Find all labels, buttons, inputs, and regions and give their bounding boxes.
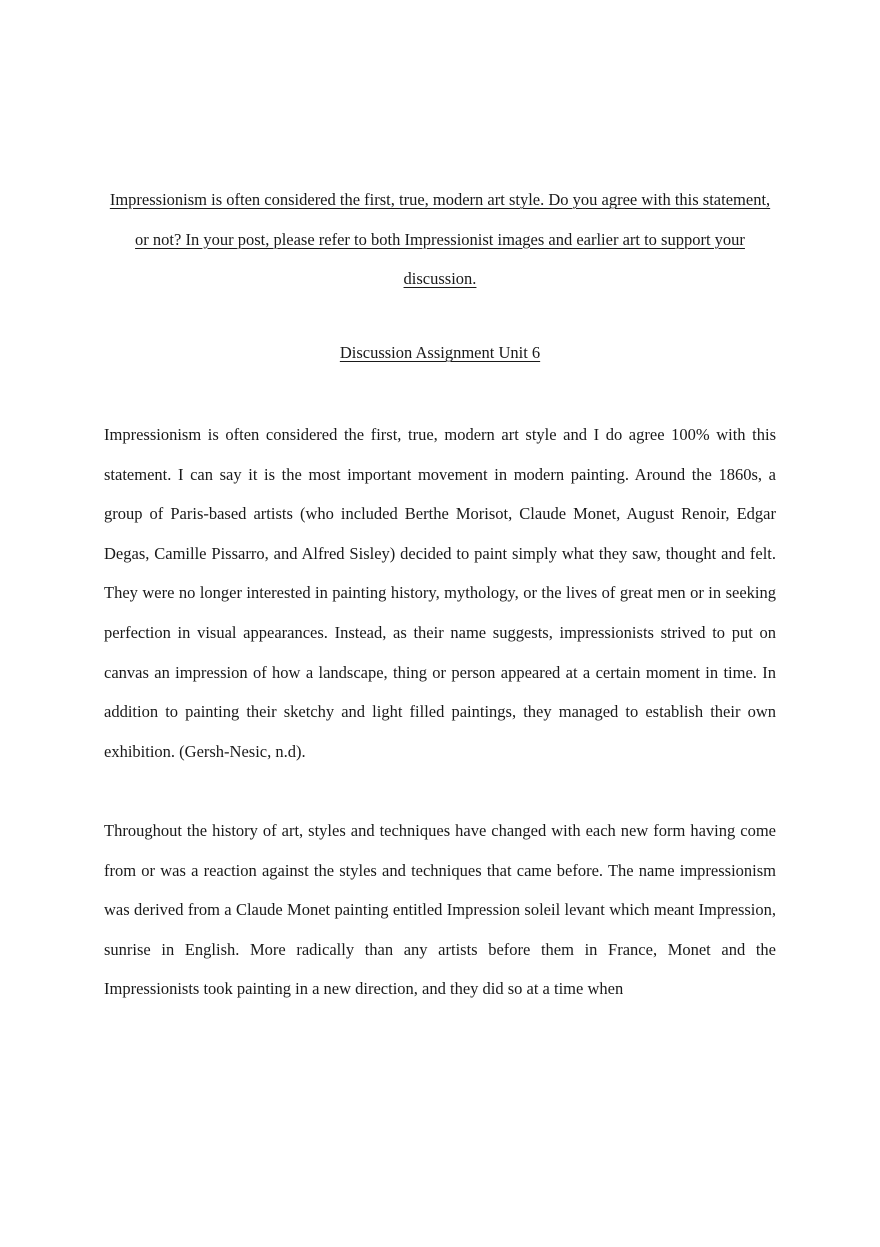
assignment-prompt <box>104 180 776 299</box>
page-title <box>104 337 776 369</box>
body-paragraph-1: Impressionism is often considered the first, true, modern art style and I do agree 100% with this statement. I can say it is the most important movement in modern painting. Around the 1860s, a group of Paris-based artists (who included Berthe Morisot, Claude Monet, August Renoir, Edgar Degas, Camille Pissarro, and Alfred Sisley) decided to paint simply what they saw, thought and felt. They were no longer interested in painting history, mythology, or the lives of great men or in seeking perfection in visual appearances. Instead, as their name suggests, impressionists strived to put on canvas an impression of how a landscape, thing or person appeared at a certain moment in time. In addition to painting their sketchy and light filled paintings, they managed to establish their own exhibition. (Gersh-Nesic, n.d). <box>104 425 776 761</box>
body-paragraph-2: Throughout the history of art, styles and techniques have changed with each new form having come from or was a reaction against the styles and techniques that came before. The name impressionism was derived from a Claude Monet painting entitled Impression soleil levant which meant Impression, sunrise in English. More radically than any artists before them in France, Monet and the Impressionists took painting in a new direction, and they did so at a time when <box>104 821 776 999</box>
page-title-text: Discussion Assignment Unit 6 <box>339 343 541 362</box>
assignment-prompt-text: Impressionism is often considered the first, true, modern art style. Do you agree with this statement, or not? In your post, please refer to both Impressionist images and earlier art to support your discussion. <box>109 190 771 288</box>
